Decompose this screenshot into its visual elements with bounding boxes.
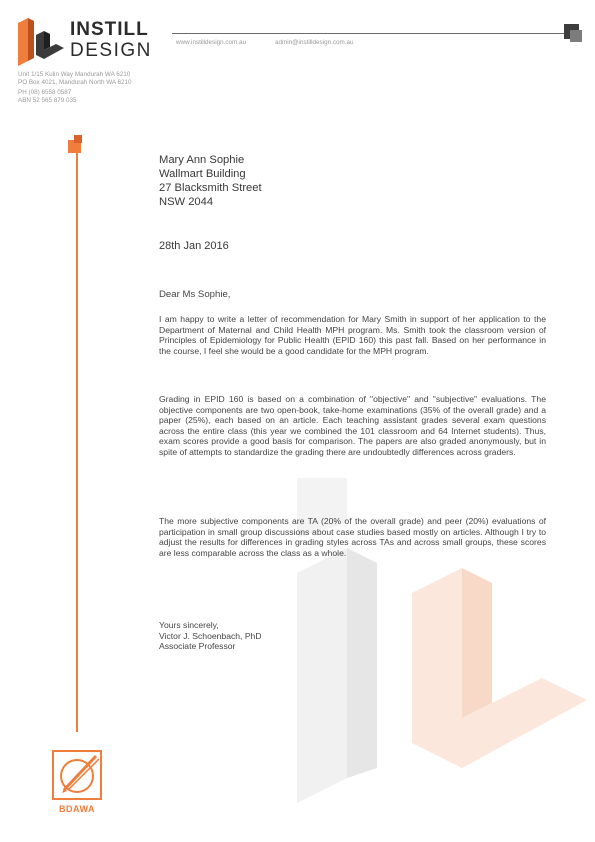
- il-monogram-icon: [14, 17, 66, 67]
- recipient-line-4: NSW 2044: [159, 196, 214, 208]
- phone-number: PH (08) 6558 0587: [18, 89, 72, 96]
- recipient-line-3: 27 Blacksmith Street: [159, 182, 262, 194]
- recipient-line-2: Wallmart Building: [159, 168, 246, 180]
- website-link[interactable]: www.instilldesign.com.au: [176, 39, 246, 46]
- valediction: Yours sincerely,: [159, 620, 219, 630]
- address-line-1: Unit 1/15 Kulin Way Mandurah WA 6210: [18, 71, 131, 78]
- signer-name: Victor J. Schoenbach, PhD: [159, 630, 262, 641]
- header-square-light: [570, 30, 582, 42]
- body-paragraph-2: Grading in EPID 160 is based on a combination of "objective" and "subjective" evaluations. The objective components are two open-book, take-home examinations (35% of the overall grade) and a paper (25%), each based on an article. Each teaching assistant grades several exam questions across the entire class (this year we combined the 101 classroom and 64 Internet students). Thus, exam scores provide a good basis for comparison. The papers are also graded anonymously, but in spite of attempts to standardize the grading there are undoubtedly differences across graders.: [159, 394, 546, 457]
- badge-label: BDAWA: [59, 804, 95, 814]
- recipient-address: [159, 153, 262, 209]
- rail-square-accent: [74, 135, 82, 143]
- orange-rail: [76, 150, 78, 732]
- body-paragraph-1: I am happy to write a letter of recommendation for Mary Smith in support of her application to the Department of Maternal and Child Health MPH program. Ms. Smith took the classroom version of Principles of Epidemiology for Public Health (EPID 160) this past fall. Based on her performance in the course, I feel she would be a good candidate for the MPH program.: [159, 314, 546, 356]
- recipient-name: Mary Ann Sophie: [159, 154, 245, 166]
- brand-name-line2: DESIGN: [70, 40, 152, 61]
- company-contact-block: [18, 71, 132, 105]
- signer-title: Associate Professor: [159, 641, 236, 652]
- salutation: Dear Ms Sophie,: [159, 289, 231, 300]
- body-paragraph-3: The more subjective components are TA (20% of the overall grade) and peer (20%) evaluations of participation in small group discussions about case studies based mostly on articles. Although I try to adjust the results for differences in grading styles across TAs and across small groups, these scores are less comparable across the class as a whole.: [159, 516, 546, 558]
- header-rule: [172, 33, 567, 34]
- brand-name-line1: INSTILL: [70, 19, 149, 40]
- email-link[interactable]: admin@instilldesign.com.au: [275, 39, 354, 46]
- signature-block: [159, 620, 262, 652]
- pencil-in-circle-icon: [52, 750, 102, 800]
- letter-date: 28th Jan 2016: [159, 240, 229, 252]
- address-line-2: PO Box 4021, Mandurah North WA 6210: [18, 79, 132, 86]
- abn-number: ABN 52 565 879 035: [18, 97, 77, 104]
